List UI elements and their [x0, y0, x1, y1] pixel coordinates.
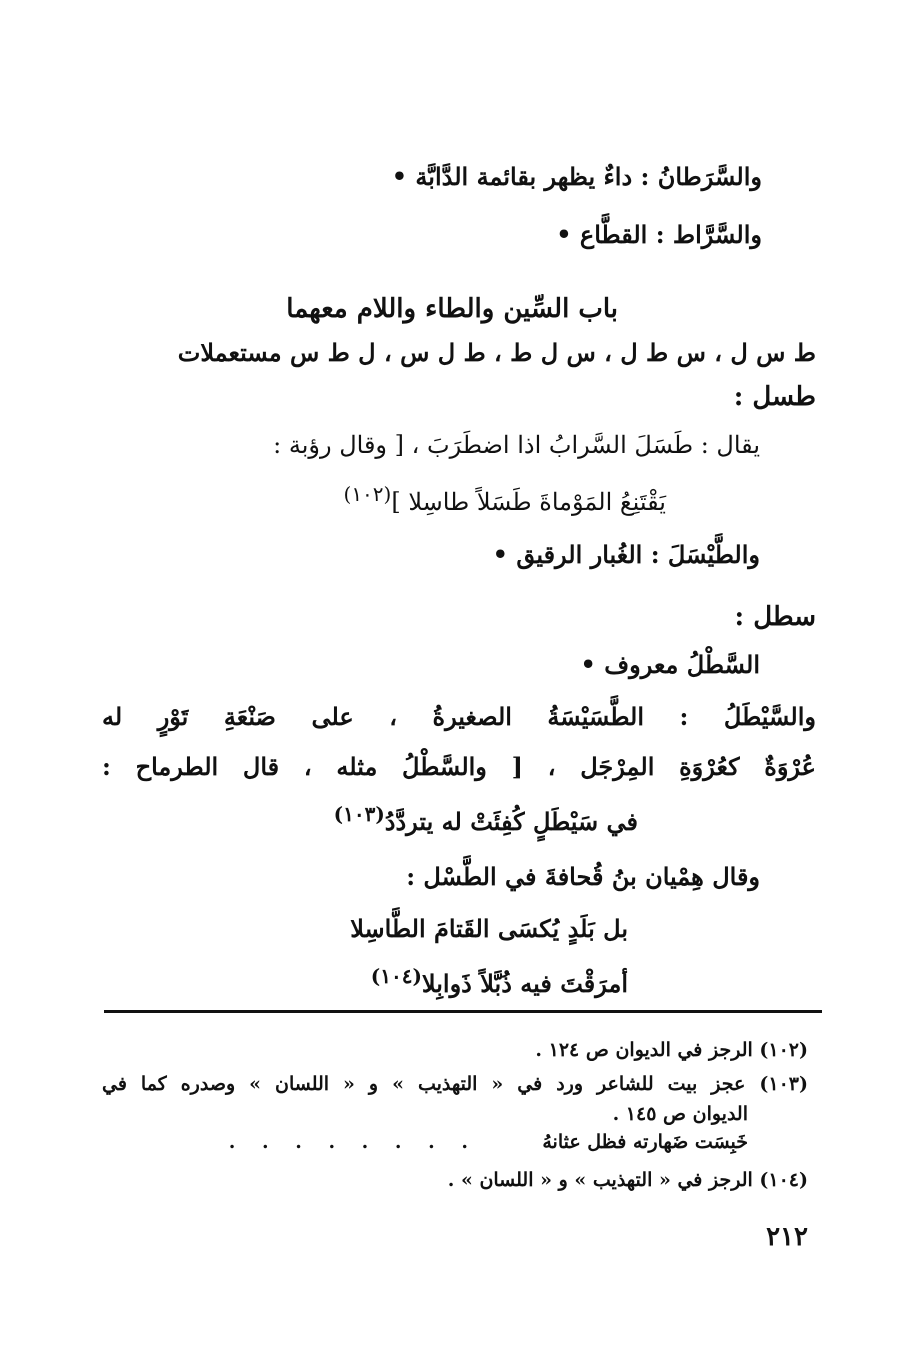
root-heading-stl: سطل : — [734, 602, 816, 632]
footnote-102: (١٠٢) الرجز في الديوان ص ١٢٤ . — [535, 1039, 808, 1061]
verse-line-1 — [344, 480, 667, 519]
root-list: ط س ل ، س ط ل ، س ل ط ، ط ل س ، ل ط س مستعملات — [177, 338, 816, 367]
verse-text: في سَيْطَلٍ كُفِئَتْ له يتردَّدُ — [384, 807, 638, 836]
root-heading-tsl: طسل : — [733, 382, 816, 412]
verse-text: يَقْتَنِعُ المَوْماةَ طَسَلاً طاسِلا ] — [391, 488, 666, 516]
text-line-5: والطَّيْسَلَ : الغُبار الرقيق • — [492, 540, 760, 569]
footnote-104: (١٠٤) الرجز في « التهذيب » و « اللسان » . — [447, 1169, 808, 1191]
text-line-10: وقال هِمْيان بنُ قُحافةَ في الطَّسْل : — [406, 862, 760, 891]
footnote-ref-104: (١٠٤) — [370, 964, 422, 988]
footnote-103-line-2: الديوان ص ١٤٥ . — [612, 1103, 748, 1125]
footnote-103-dots: . . . . . . . . — [228, 1131, 478, 1153]
page-number: ٢١٢ — [766, 1222, 808, 1252]
text-line-3: يقال : طَسَلَ السَّرابُ اذا اضطَرَبَ ، [ وقال رؤبة : — [273, 431, 760, 459]
footnote-ref-102: (١٠٢) — [343, 482, 392, 506]
footnote-103-verse: خَبِسَت ضَهارته فظل عثانهُ — [542, 1131, 748, 1153]
verse-line-2 — [334, 800, 638, 839]
verse-line-3: بل بَلَدٍ يُكسَى القَتامَ الطَّاسِلا — [350, 914, 628, 943]
text-line-8: عُرْوَةٌ كعُرْوَةِ المِرْجَل ، [ والسَّطْلُ مثله ، قال الطرماح : — [102, 752, 816, 781]
text-line-1: والسَّرَطانُ : داءٌ يظهر بقائمة الدَّابَّة • — [391, 162, 762, 191]
text-line-2: والسَّرَّاط : القطَّاع • — [556, 220, 762, 249]
footnote-103-line-1: (١٠٣) عجز بيت للشاعر ورد في « التهذيب » و « اللسان » وصدره كما في — [102, 1073, 808, 1095]
footnote-divider — [104, 1010, 822, 1013]
footnote-ref-103: (١٠٣) — [333, 802, 385, 826]
section-heading: باب السِّين والطاء واللام معهما — [286, 294, 618, 324]
text-line-6: السَّطْلُ معروف • — [580, 650, 760, 679]
verse-line-4 — [371, 962, 628, 1001]
text-line-7: والسَّيْطَلُ : الطَّسَيْسَةُ الصغيرةُ ، على صَنْعَةِ تَوْرٍ له — [102, 702, 816, 731]
verse-text: أمرَقْتَ فيه ذُبَّلاً ذَوابِلا — [421, 969, 628, 998]
